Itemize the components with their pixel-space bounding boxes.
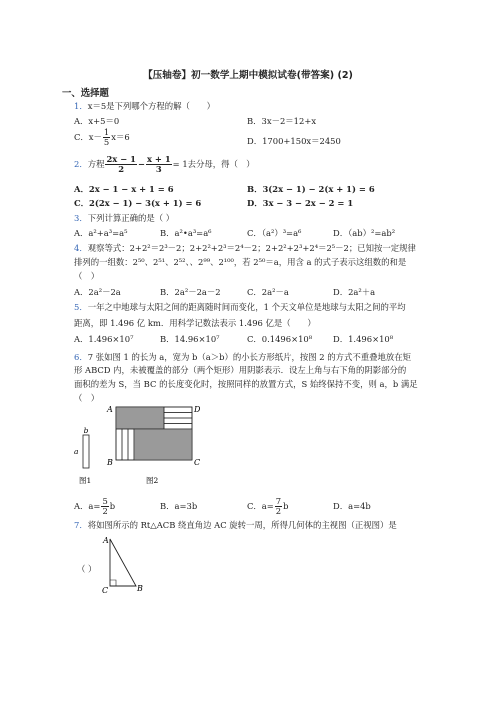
q7-triangle-figure bbox=[100, 534, 170, 596]
right-angle-mark bbox=[110, 580, 116, 586]
q3-option-a: A．a²+a³=a⁵ bbox=[74, 228, 128, 238]
strip bbox=[164, 413, 192, 419]
question-1 bbox=[74, 100, 215, 112]
q1-option-c: C．x－ $\frac{1}{5}$ x＝6 bbox=[74, 127, 130, 147]
q2-option-a: A．2x − 1 − x + 1 = 6 bbox=[74, 184, 174, 194]
q4-option-b: B．2a²－2a－2 bbox=[160, 287, 221, 297]
fraction: $\frac{2x - 1}{2}$ bbox=[106, 154, 136, 174]
q1-option-b: B．3x－2＝12+x bbox=[247, 116, 317, 126]
q5-line: 距离，即 1.496 亿 km．用科学记数法表示 1.496 亿是（ ） bbox=[74, 318, 316, 328]
q1-option-d: D．1700+150x＝2450 bbox=[247, 136, 341, 146]
question-5: 5．一年之中地球与太阳之间的距离随时间而变化，1 个天文单位是地球与太阳之间的平均 bbox=[74, 302, 406, 312]
question-stem: x＝5是下列哪个方程的解（ ） bbox=[87, 101, 216, 111]
q7-paren: （ ） bbox=[77, 564, 97, 574]
question-4: 4．观察等式：2+2²＝2³－2；2+2²+2³＝2⁴－2；2+2²+2³+2⁴＝2⁵－2；已知按一定规律 bbox=[74, 243, 416, 253]
fraction: $\frac{x + 1}{3}$ bbox=[147, 154, 171, 174]
q1-option-a: A．x+5＝0 bbox=[74, 116, 120, 126]
strip bbox=[164, 407, 192, 413]
strip bbox=[128, 429, 134, 460]
question-number: 1． bbox=[74, 101, 88, 111]
shade-bottom-right bbox=[134, 429, 192, 460]
fig1-label-a: a bbox=[74, 447, 79, 456]
q3-option-d: D．（ab）²=ab² bbox=[333, 228, 396, 238]
fraction: $\frac{7}{2}$ bbox=[275, 496, 282, 516]
q6-line: 形 ABCD 内，未被覆盖的部分（两个矩形）用阴影表示．设左上角与右下角的阴影部分的 bbox=[74, 365, 407, 375]
triangle-acb bbox=[110, 539, 136, 586]
fig1-caption: 图1 bbox=[79, 476, 92, 485]
question-number: 7． bbox=[74, 520, 88, 530]
q4-line: （ ） bbox=[74, 271, 100, 281]
question-6: 6．7 张如图 1 的长为 a，宽为 b（a＞b）的小长方形纸片，按图 2 的方式不重叠地放在矩 bbox=[74, 352, 412, 362]
q4-line: 排列的一组数：2⁵⁰、2⁵¹、2⁵²、、2⁹⁹、2¹⁰⁰，若 2⁵⁰＝a，用含 a 的式子表示这组数的和是 bbox=[74, 257, 407, 267]
q5-option-b: B．14.96×10⁷ bbox=[160, 334, 220, 344]
q6-option-a: A．a= $\frac{5}{2}$ b bbox=[74, 496, 116, 516]
question-number: 4． bbox=[74, 243, 88, 253]
strip bbox=[164, 424, 192, 430]
q5-option-d: D．1.496×10⁸ bbox=[333, 334, 394, 344]
q4-option-c: C．2a²－a bbox=[247, 287, 289, 297]
q4-option-d: D．2a²＋a bbox=[333, 287, 376, 297]
q2-option-b: B．3(2x − 1) − 2(x + 1) = 6 bbox=[247, 184, 375, 194]
question-number: 5． bbox=[74, 302, 88, 312]
q6-option-b: B．a=3b bbox=[160, 501, 198, 511]
question-number: 6． bbox=[74, 352, 88, 362]
q6-option-d: D．a=4b bbox=[333, 501, 371, 511]
label-A: A bbox=[107, 405, 113, 414]
q2-option-c: C．2(2x − 1) − 3(x + 1) = 6 bbox=[74, 198, 202, 208]
label-B: B bbox=[107, 458, 113, 467]
fig1-label-b: b bbox=[83, 426, 89, 435]
q6-figure bbox=[70, 404, 210, 488]
q3-option-b: B．a²•a³=a⁶ bbox=[160, 228, 212, 238]
label-C: C bbox=[194, 458, 201, 467]
shade-top-left bbox=[116, 407, 164, 429]
q2-option-d: D．3x − 3 − 2x − 2 = 1 bbox=[247, 198, 354, 208]
q3-option-c: C．（a²）³=a⁶ bbox=[247, 228, 302, 238]
q6-option-c: C．a= $\frac{7}{2}$ b bbox=[247, 496, 289, 516]
fraction: $\frac{5}{2}$ bbox=[102, 496, 108, 516]
strip bbox=[116, 429, 122, 460]
strip bbox=[122, 429, 128, 460]
question-2: 2．方程 $\frac{2x - 1}{2}$ − $\frac{x + 1}{3}$ = 1去分母，得（ ） bbox=[74, 154, 255, 174]
section-heading: 一、选择题 bbox=[62, 88, 109, 99]
fig2-caption: 图2 bbox=[146, 476, 159, 485]
label-A: A bbox=[103, 536, 109, 545]
label-C: C bbox=[102, 586, 109, 595]
q6-line: （ ） bbox=[74, 393, 100, 403]
question-number: 2． bbox=[74, 159, 88, 169]
question-number: 3． bbox=[74, 213, 88, 223]
question-7: 7．将如图所示的 Rt△ACB 绕直角边 AC 旋转一周，所得几何体的主视图（正视图）是 bbox=[74, 520, 397, 530]
strip bbox=[164, 418, 192, 424]
label-D: D bbox=[194, 405, 201, 414]
q6-line: 面积的差为 S，当 BC 的长度变化时，按照同样的放置方式，S 始终保持不变，则 a，b 满足 bbox=[74, 379, 418, 389]
page-title: 【压轴卷】初一数学上期中模拟试卷(带答案) (2) bbox=[143, 70, 353, 81]
q5-option-c: C．0.1496×10⁸ bbox=[247, 334, 313, 344]
question-3: 3．下列计算正确的是（ ） bbox=[74, 213, 175, 223]
q5-option-a: A．1.496×10⁷ bbox=[74, 334, 134, 344]
label-B: B bbox=[137, 584, 143, 593]
q4-option-a: A．2a²－2a bbox=[74, 287, 121, 297]
fraction: $\frac{1}{5}$ bbox=[103, 127, 110, 147]
fig1-rectangle bbox=[83, 435, 89, 468]
